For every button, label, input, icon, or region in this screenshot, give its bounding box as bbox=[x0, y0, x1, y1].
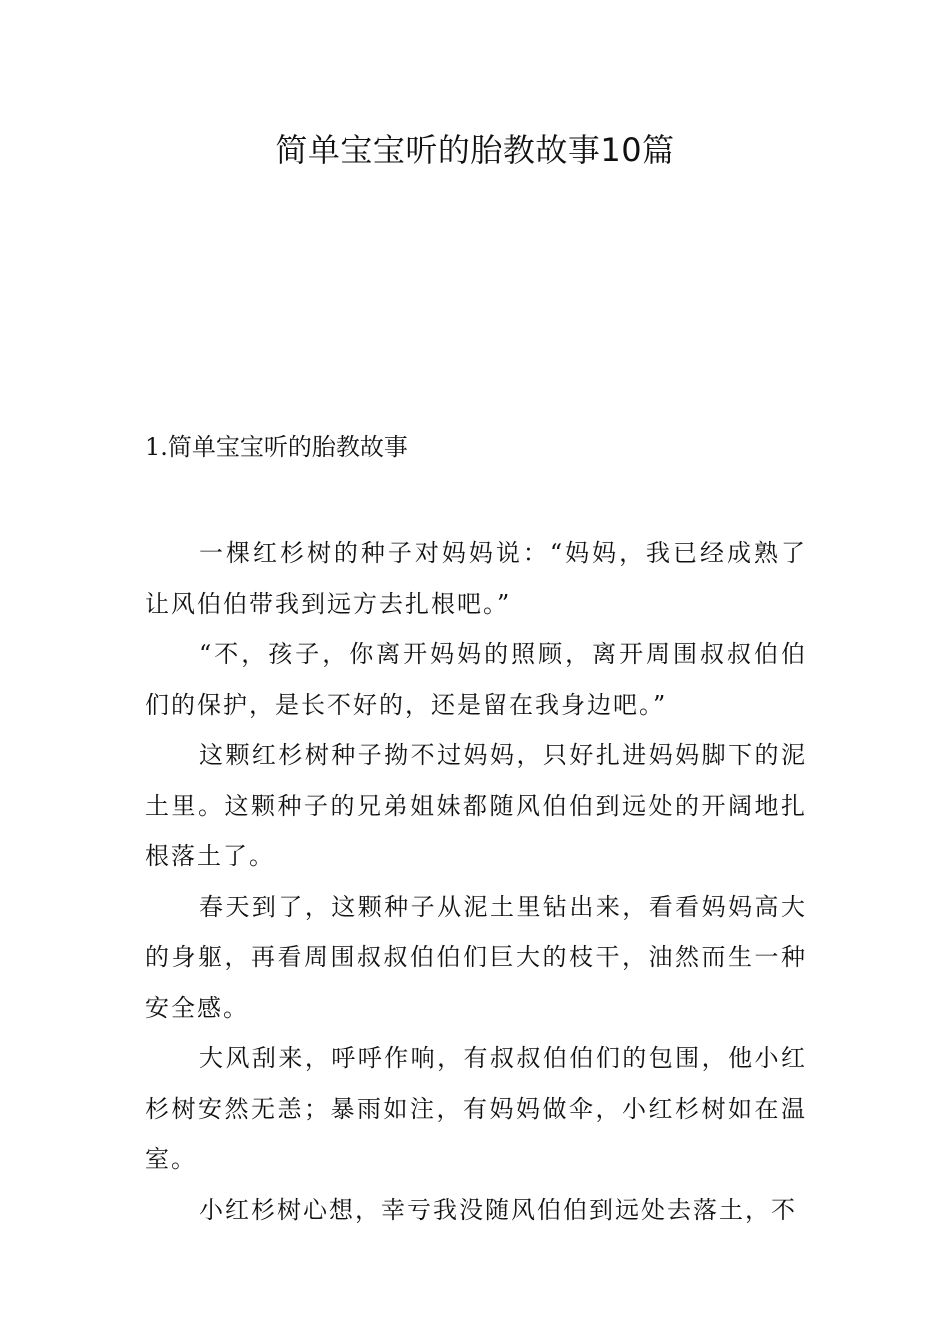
document-title: 简单宝宝听的胎教故事10篇 bbox=[275, 131, 675, 169]
paragraph: 大风刮来，呼呼作响，有叔叔伯伯们的包围，他小红杉树安然无恙；暴雨如注，有妈妈做伞，小红杉树如在温室。 bbox=[145, 1044, 807, 1173]
paragraph: 这颗红杉树种子拗不过妈妈，只好扎进妈妈脚下的泥土里。这颗种子的兄弟姐妹都随风伯伯到远处的开阔地扎根落土了。 bbox=[145, 741, 807, 870]
section-heading: 1.简单宝宝听的胎教故事 bbox=[145, 433, 408, 461]
paragraph: “不，孩子，你离开妈妈的照顾，离开周围叔叔伯伯们的保护，是长不好的，还是留在我身边吧。” bbox=[145, 640, 807, 719]
paragraph: 一棵红杉树的种子对妈妈说：“妈妈，我已经成熟了让风伯伯带我到远方去扎根吧。” bbox=[145, 539, 807, 618]
paragraph: 春天到了，这颗种子从泥土里钻出来，看看妈妈高大的身躯，再看周围叔叔伯伯们巨大的枝干，油然而生一种安全感。 bbox=[145, 892, 807, 1022]
paragraph: 小红杉树心想，幸亏我没随风伯伯到远处去落土，不 bbox=[199, 1195, 797, 1224]
story-body bbox=[145, 528, 807, 1235]
